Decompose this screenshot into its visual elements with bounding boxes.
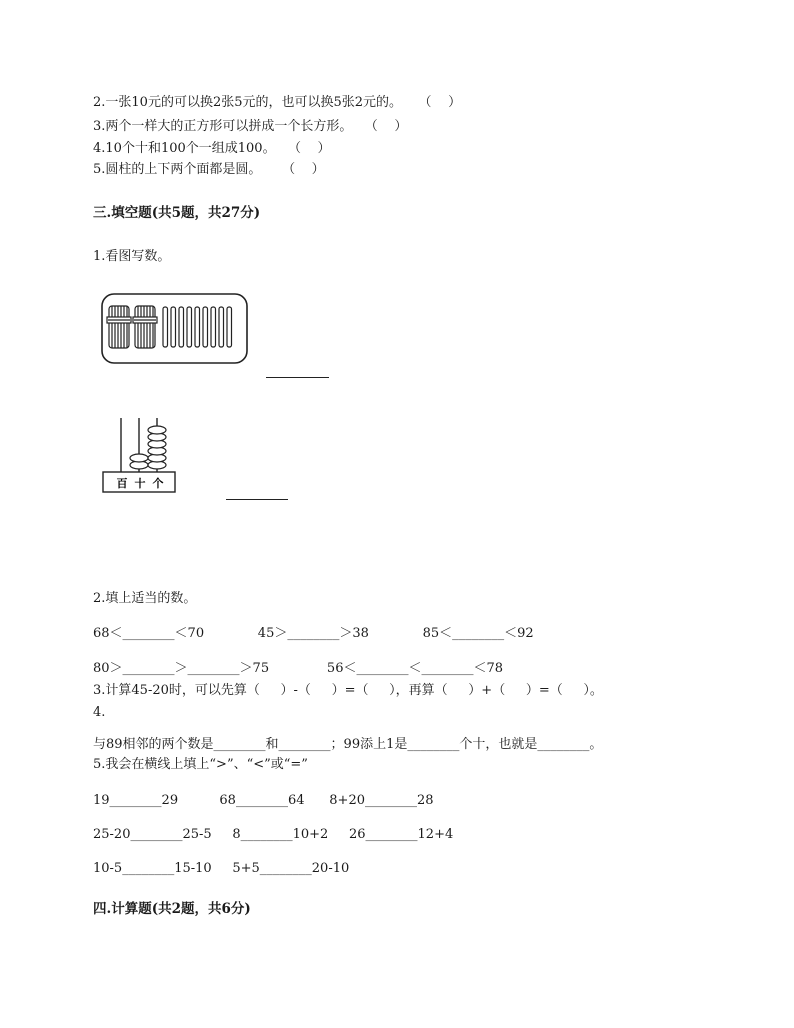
abacus-label-ones: 个 — [152, 477, 164, 490]
fill-q3: 3.计算45-20时，可以先算（ ）-（ ）=（ ），再算（ ）+（ ）=（ ）。 — [93, 683, 603, 698]
abacus-figure — [100, 414, 180, 496]
judgement-q2: 2.一张10元的可以换2张5元的，也可以换5张2元的。 （ ） — [93, 95, 462, 110]
fill-q5-line1: 19________29 68________64 8+20________28 — [93, 793, 434, 808]
judgement-q5: 5.圆柱的上下两个面都是圆。 （ ） — [93, 162, 325, 177]
fill-q4-line: 与89相邻的两个数是________和________；99添上1是________个十，也就是________。 — [93, 737, 603, 752]
fill-q2-line1: 68＜________＜70 45＞________＞38 85＜________＜92 — [93, 626, 534, 641]
fill-q5-line3: 10-5________15-10 5+5________20-10 — [93, 861, 350, 876]
section-4-title: 四.计算题(共2题，共6分) — [93, 901, 251, 917]
fill-q2-line2: 80＞________＞________＞75 56＜________＜________＜78 — [93, 661, 504, 676]
fill-q2: 2.填上适当的数。 — [93, 591, 197, 606]
abacus-label-tens: 十 — [134, 477, 146, 490]
fill-q4: 4. — [93, 705, 106, 720]
fill-q5: 5.我会在横线上填上“>”、“<”或“=” — [93, 757, 308, 772]
stick-bundles-figure — [101, 293, 249, 365]
judgement-q4: 4.10个十和100个一组成100。 （ ） — [93, 141, 331, 156]
fill-q5-line2: 25-20________25-5 8________10+2 26________12+4 — [93, 827, 454, 842]
judgement-q3: 3.两个一样大的正方形可以拼成一个长方形。 （ ） — [93, 119, 408, 134]
single-stick-icon — [163, 307, 232, 347]
fill-q1: 1.看图写数。 — [93, 249, 171, 264]
answer-blank-abacus[interactable] — [226, 499, 288, 500]
answer-blank-sticks[interactable] — [266, 377, 329, 378]
section-3-title: 三.填空题(共5题，共27分) — [93, 205, 261, 221]
abacus-label-hundreds: 百 — [116, 477, 128, 490]
abacus-beads — [130, 426, 166, 469]
